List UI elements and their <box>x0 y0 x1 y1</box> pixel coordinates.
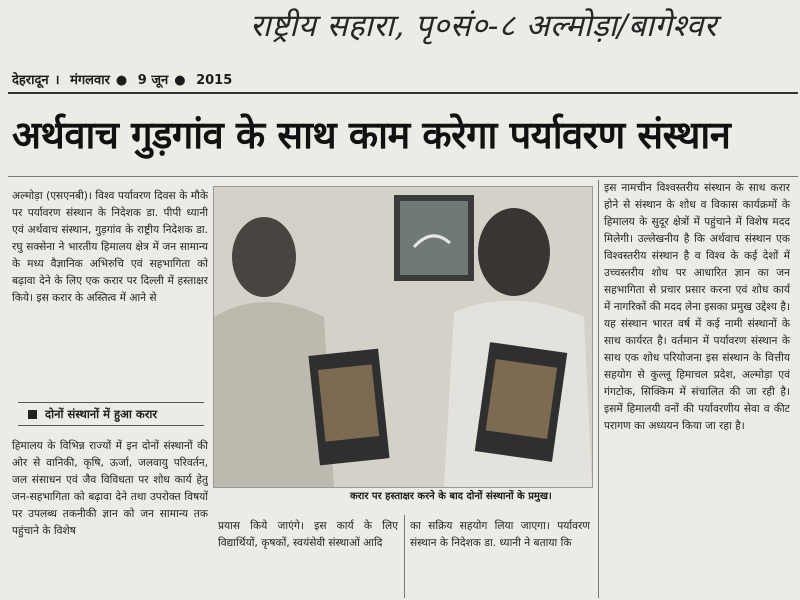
handwritten-source-note: राष्ट्रीय सहारा, पृ०सं०-८ अल्मोड़ा/बागेश्वर <box>250 8 717 44</box>
article-column-3: का सक्रिय सहयोग लिया जाएगा। पर्यावरण संस्थान के निदेशक डा. ध्यानी ने बताया कि <box>410 520 590 549</box>
headline: अर्थवाच गुड़गांव के साथ काम करेगा पर्यावरण संस्थान <box>12 113 731 157</box>
square-bullet-icon <box>28 410 37 419</box>
top-rule <box>8 92 798 94</box>
article-column-1-bottom: हिमालय के विभिन्न राज्यों में इन दोनों संस्थानों की ओर से वानिकी, कृषि, ऊर्जा, जलवायु परिवर्तन, जल संसाधन एवं जैव विविधता पर शोध कार्य हेतु जन-सहभागिता को बढ़ावा देने तथा उपरोक्त विषयों पर उपलब्ध तकनीकी ज्ञान को जन सामान्य तक पहुंचाने के विशेष <box>12 440 208 537</box>
dateline-city: देहरादून <box>12 73 49 88</box>
article-column-2: प्रयास किये जाएंगे। इस कार्य के लिए विद्यार्थियों, कृषकों, स्वयंसेवी संस्थाओं आदि <box>218 520 398 549</box>
article-column-4: इस नामचीन विश्वस्तरीय संस्थान के साथ करार होने से संस्थान के शोध व विकास कार्यक्रमों के हिमालय के सुदूर क्षेत्रों में पहुंचाने में विशेष मदद मिलेगी। उल्लेखनीय है कि अर्थवाच संस्थान एक विश्वस्तरीय संस्थान है व विश्व के कई देशों में उच्चस्तरीय शोध पर आधारित ज्ञान का जन सहभागिता से प्रचार प्रसार करना एवं शोध कार्य में नागरिकों की मदद लेना इसका प्रमुख उद्देश्य है। यह संस्थान भारत वर्ष में कई नामी संस्थानों के साथ कार्यरत है। वर्तमान में पर्यावरण संस्थान के साथ एक शोध परियोजना इस संस्थान के वित्तीय सहयोग से कुल्लू हिमाचल प्रदेश, अल्मोड़ा एवं गंगटोक, सिक्किम में संचालित की जा रही है। इसमें हिमालयी वनों की पर्यावरणीय सेवा व कीट परागण का अध्ययन किया जा रहा है। <box>604 182 790 432</box>
dateline-date: 9 जून <box>137 73 169 88</box>
photo-caption: करार पर हस्ताक्षर करने के बाद दोनों संस्थानों के प्रमुख। <box>350 491 552 502</box>
photo-illustration <box>214 187 592 487</box>
news-photo <box>213 186 593 488</box>
dateline-day: मंगलवार <box>70 73 110 88</box>
subheading-text: दोनों संस्थानों में हुआ करार <box>45 406 158 421</box>
subheading <box>18 402 204 426</box>
column-divider <box>598 180 599 598</box>
column-divider <box>404 515 405 598</box>
dateline-year: 2015 <box>196 73 233 88</box>
headline-divider <box>8 176 798 177</box>
article-column-1-top: अल्मोड़ा (एसएनबी)। विश्व पर्यावरण दिवस के मौके पर पर्यावरण संस्थान के निदेशक डा. पीपी ध्यानी एवं अर्थवाच संस्थान, गुड़गांव के राष्ट्रीय निदेशक डा. रघु सक्सेना ने भारतीय हिमालय क्षेत्र में जन सामान्य के मध्य वैज्ञानिक अभिरुचि एवं सहभागिता को बढ़ावा देने के लिए एक करार पर दिल्ली में हस्ताक्षर किये। इस करार के अस्तित्व में आने से <box>12 190 208 304</box>
dateline: देहरादून । मंगलवार ● 9 जून ● 2015 <box>12 73 233 88</box>
